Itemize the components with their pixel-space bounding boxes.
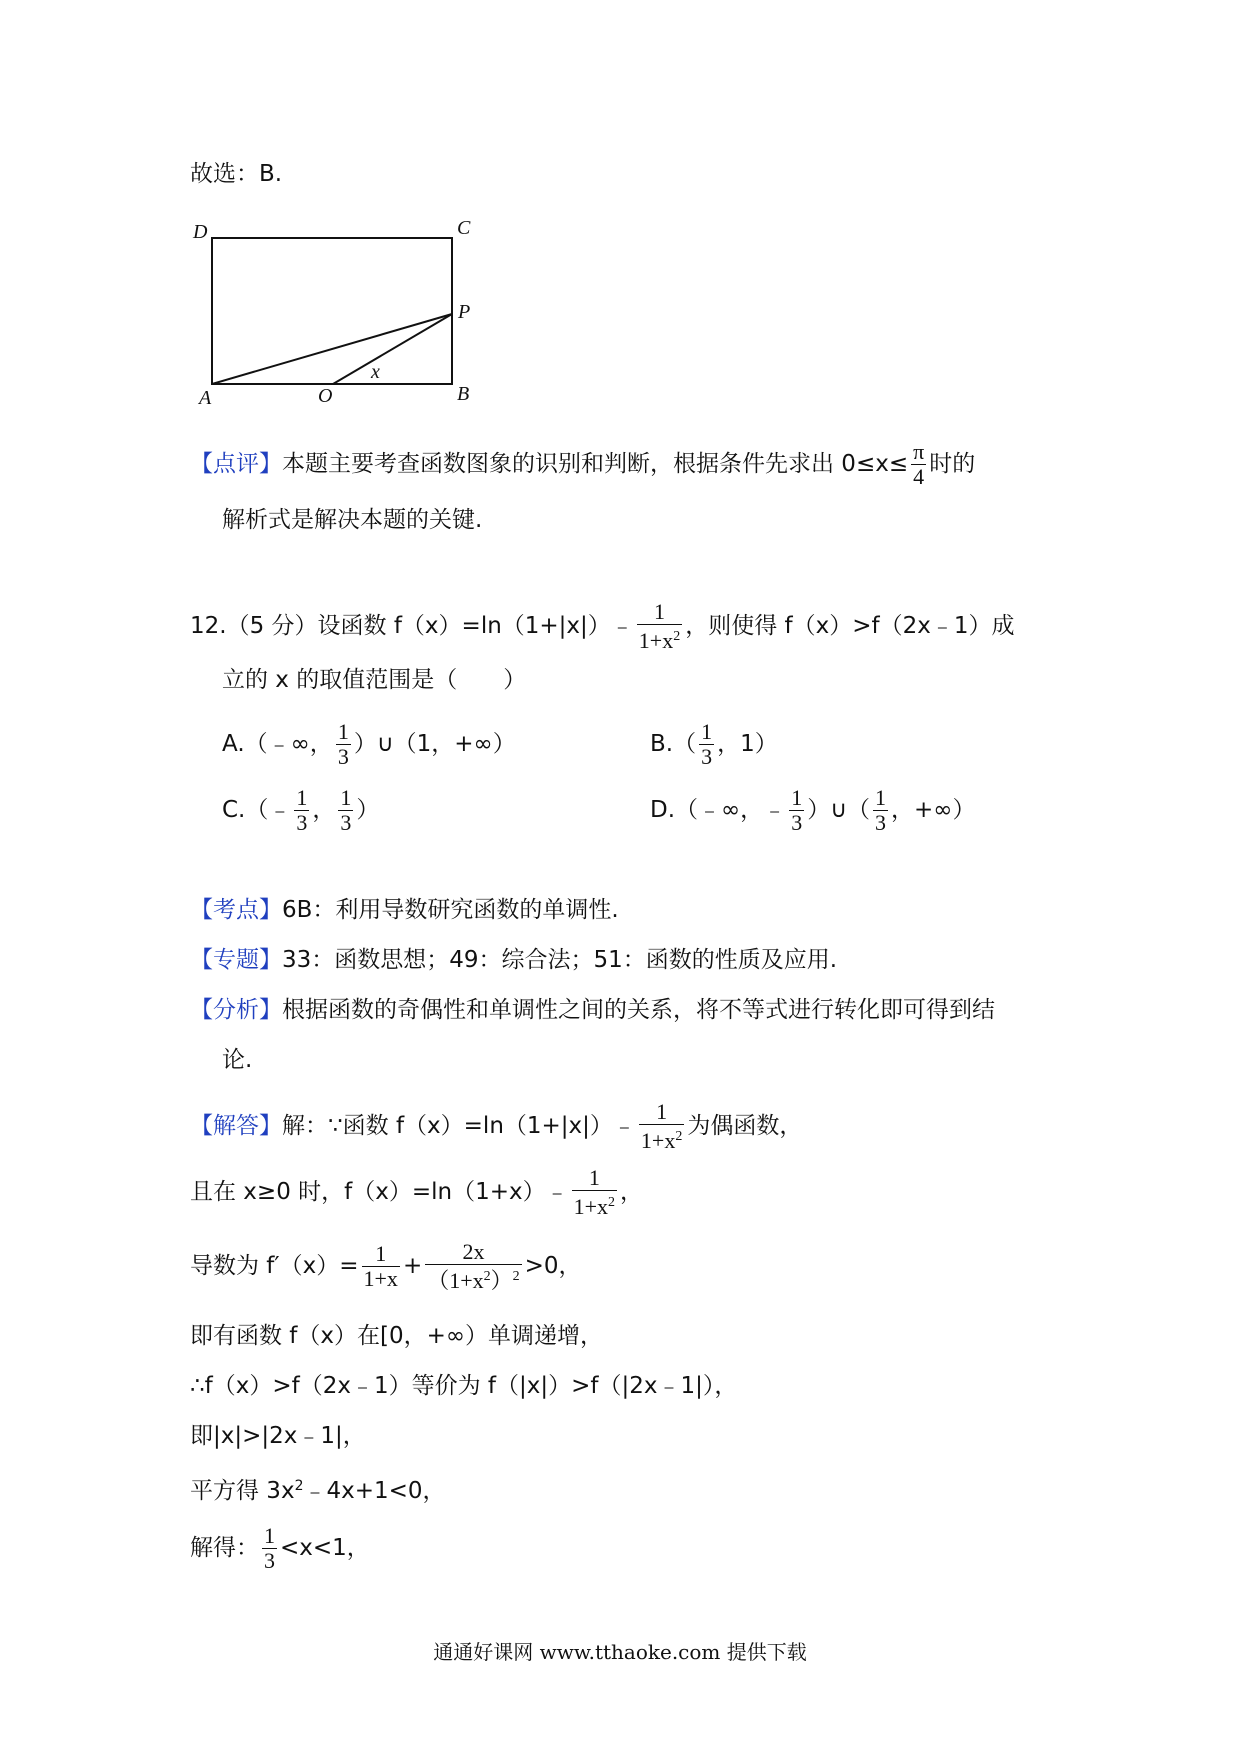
label-x: x <box>371 361 380 383</box>
label-D: D <box>193 221 208 243</box>
comment-line-2: 解析式是解决本题的关键. <box>222 507 483 533</box>
jieda-line-3: 导数为 f′（x）= $\frac{1}{1+x}$ + $\frac{2x}{(1+x^2)^2}$ >0， <box>190 1239 582 1293</box>
kaodian-line: 【考点】6B：利用导数研究函数的单调性. <box>190 897 619 923</box>
answer-line: 故选：B. <box>190 161 283 187</box>
zhuanti-line: 【专题】33：函数思想；49：综合法；51：函数的性质及应用. <box>190 947 838 973</box>
jieda-line-2: 且在 x≥0 时，f（x）=ln（1+x）﹣ $\frac{1}{1+x^2}$ ， <box>190 1165 644 1219</box>
label-C: C <box>457 217 471 239</box>
comment-text-b: 时的 <box>929 451 976 477</box>
label-B: B <box>457 383 470 405</box>
option-A: A.（﹣∞， $\frac{1}{3}$ ）∪（1，+∞） <box>222 719 516 769</box>
page-footer: 通通好课网 www.tthaoke.com 提供下载 <box>433 1640 807 1664</box>
question-12-stem-2: 立的 x 的取值范围是（ ） <box>222 667 527 693</box>
jieda-line-8: 解得： $\frac{1}{3}$ <x<1， <box>190 1523 370 1573</box>
label-P: P <box>458 301 471 323</box>
fenxi-line-2: 论. <box>222 1047 253 1073</box>
label-O: O <box>318 385 333 407</box>
rectangle-diagram <box>185 210 485 410</box>
question-12-stem: 12.（5 分）设函数 f（x）=ln（1+|x|）﹣ $\frac{1}{1+x^2}$ ，则使得 f（x）>f（2x﹣1）成 <box>190 599 1015 653</box>
jieda-line-6: 即|x|>|2x﹣1|， <box>190 1423 366 1449</box>
option-B: B.（ $\frac{1}{3}$ ，1） <box>650 719 778 769</box>
comment-text-a: 本题主要考查函数图象的识别和判断，根据条件先求出 0≤x≤ <box>282 451 909 477</box>
option-C: C.（﹣ $\frac{1}{3}$ ， $\frac{1}{3}$ ） <box>222 785 380 835</box>
comment-tag: 【点评】 <box>190 451 282 477</box>
stem-fraction: $\frac{1}{1+x^2}$ <box>638 599 681 653</box>
jieda-line-4: 即有函数 f（x）在[0，+∞）单调递增， <box>190 1323 604 1349</box>
jieda-line-5: ∴f（x）>f（2x﹣1）等价为 f（|x|）>f（|2x﹣1|）， <box>190 1373 738 1399</box>
label-A: A <box>199 387 212 409</box>
comment-line <box>190 440 975 489</box>
option-D: D.（﹣∞，﹣ $\frac{1}{3}$ ）∪（ $\frac{1}{3}$ ，+∞） <box>650 785 976 835</box>
pi-over-4: $\frac{\pi}{4}$ <box>913 439 925 489</box>
jieda-line-1: 【解答】解：∵函数 f（x）=ln（1+|x|）﹣ $\frac{1}{1+x^2}$ 为偶函数， <box>190 1099 803 1153</box>
fenxi-line: 【分析】根据函数的奇偶性和单调性之间的关系，将不等式进行转化即可得到结 <box>190 997 995 1023</box>
jieda-line-7: 平方得 $3x^2﹣4x+1<0$， <box>190 1478 446 1504</box>
